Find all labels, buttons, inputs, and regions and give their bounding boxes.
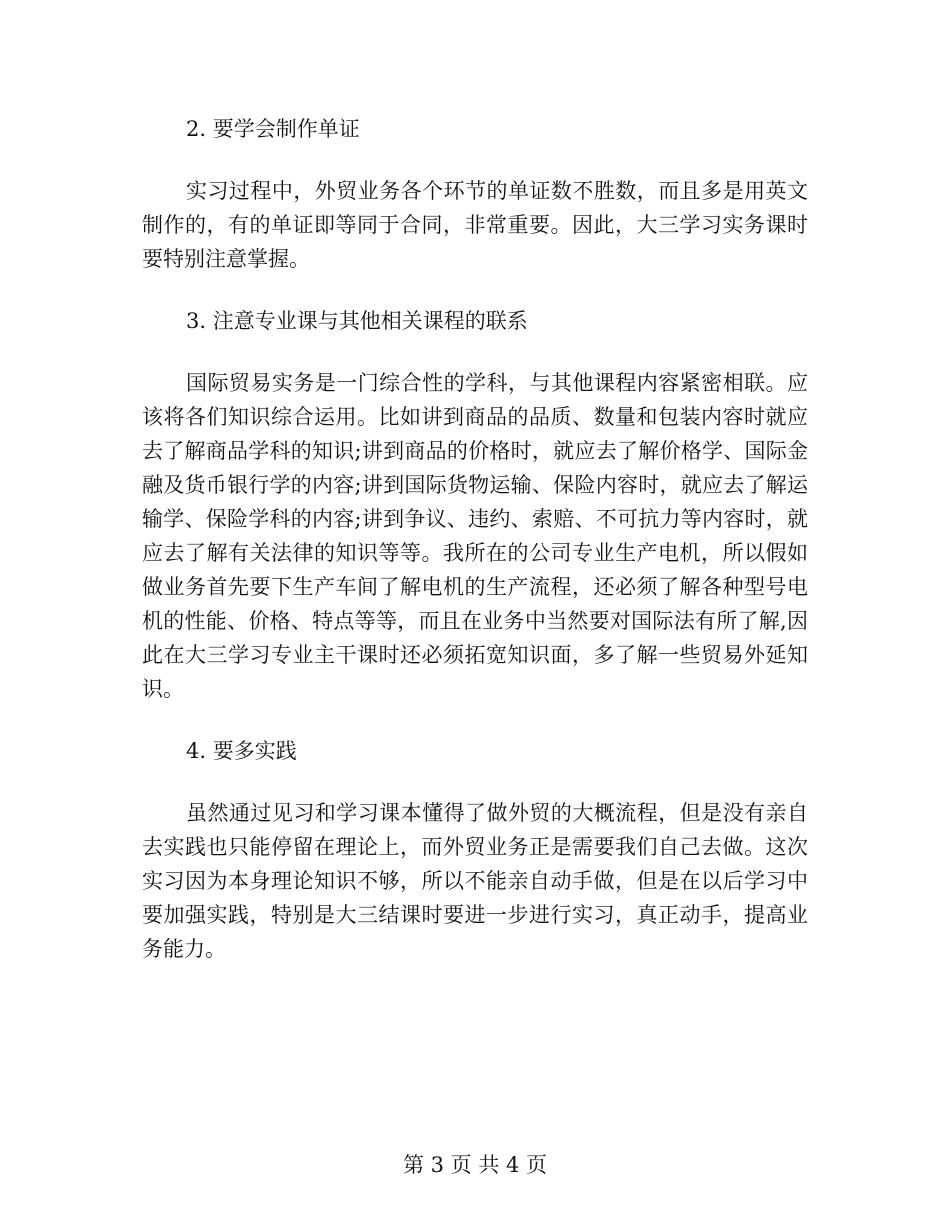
section-heading-4: 4. 要多实践 xyxy=(186,739,297,763)
section-heading-3: 3. 注意专业课与其他相关课程的联系 xyxy=(186,309,528,333)
section-paragraph-4: 虽然通过见习和学习课本懂得了做外贸的大概流程，但是没有亲自去实践也只能停留在理论上，而外贸业务正是需要我们自己去做。这次实习因为本身理论知识不够，所以不能亲自动手做，但是在以后学习中要加强实践，特别是大三结课时要进一步进行实习，真正动手，提高业务能力。 xyxy=(142,801,808,961)
document-body xyxy=(142,112,808,966)
section-paragraph-3: 国际贸易实务是一门综合性的学科，与其他课程内容紧密相联。应该将各们知识综合运用。比如讲到商品的品质、数量和包装内容时就应去了解商品学科的知识;讲到商品的价格时，就应去了解价格学、国际金融及货币银行学的内容;讲到国际货物运输、保险内容时，就应去了解运输学、保险学科的内容;讲到争议、违约、索赔、不可抗力等内容时，就应去了解有关法律的知识等等。我所在的公司专业生产电机，所以假如做业务首先要下生产车间了解电机的生产流程，还必须了解各种型号电机的性能、价格、特点等等，而且在业务中当然要对国际法有所了解,因此在大三学习专业主干课时还必须拓宽知识面，多了解一些贸易外延知识。 xyxy=(142,371,808,701)
page-number-footer: 第 3 页 共 4 页 xyxy=(402,1153,548,1177)
section-heading-2: 2. 要学会制作单证 xyxy=(186,117,360,141)
section-paragraph-2: 实习过程中，外贸业务各个环节的单证数不胜数，而且多是用英文制作的，有的单证即等同于合同，非常重要。因此，大三学习实务课时要特别注意掌握。 xyxy=(142,179,808,271)
